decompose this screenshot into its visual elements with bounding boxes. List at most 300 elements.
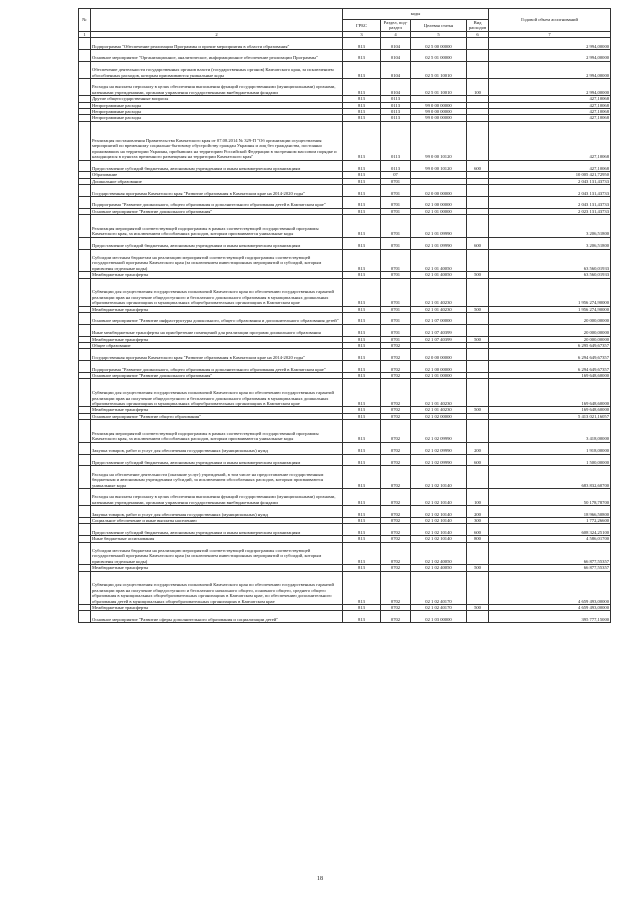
cell-rz: 0701 bbox=[381, 324, 411, 336]
cell-no bbox=[79, 313, 91, 325]
cell-name: Иные межбюджетные трансферты на приобретение помещений для реализации программ дошкольного образования bbox=[91, 324, 343, 336]
cell-grbs: 813 bbox=[343, 38, 381, 50]
cell-rz: 0701 bbox=[381, 313, 411, 325]
cell-sum: 50 178,78700 bbox=[489, 489, 611, 506]
cell-cs: 02 1 02 10140 bbox=[411, 518, 467, 524]
cell-grbs: 813 bbox=[343, 336, 381, 342]
cell-sum: 1 918,00000 bbox=[489, 442, 611, 454]
cell-name: Основное мероприятие "Развитие сферы дополнительного образования и социализации детей" bbox=[91, 611, 343, 623]
cell-cs: 02 1 02 09990 bbox=[411, 454, 467, 466]
cell-sum: 2 994,00000 bbox=[489, 79, 611, 96]
cell-grbs: 813 bbox=[343, 313, 381, 325]
cell-cs: 02 1 02 10140 bbox=[411, 489, 467, 506]
cell-name: Расходы на выплаты персоналу в целях обеспечения выполнения функций государственными (муниципальными) органами, казенными учреждениями, органами управления государственными внебюджетными фондами bbox=[91, 489, 343, 506]
cell-name: Непрограммные расходы bbox=[91, 115, 343, 121]
cell-grbs: 813 bbox=[343, 536, 381, 542]
header-target: Целевая статья bbox=[411, 20, 467, 32]
cell-vr bbox=[467, 466, 489, 489]
cell-cs: 02 1 01 09990 bbox=[411, 215, 467, 238]
cell-no bbox=[79, 61, 91, 78]
header-total: Годовой объем ассигнований bbox=[489, 9, 611, 32]
table-row bbox=[79, 379, 611, 407]
cell-sum: 4 659 493,00000 bbox=[489, 571, 611, 604]
cell-no bbox=[79, 361, 91, 373]
cell-grbs: 813 bbox=[343, 237, 381, 249]
cell-no bbox=[79, 420, 91, 443]
cell-rz: 0113 bbox=[381, 102, 411, 108]
cell-no bbox=[79, 278, 91, 306]
cell-grbs: 813 bbox=[343, 489, 381, 506]
table-row bbox=[79, 611, 611, 623]
cell-grbs: 813 bbox=[343, 524, 381, 536]
cell-grbs: 813 bbox=[343, 109, 381, 115]
cell-cs: 02 1 01 40230 bbox=[411, 278, 467, 306]
cell-name: Предоставление субсидий бюджетным, автономным учреждениям и иным некоммерческим организациям bbox=[91, 237, 343, 249]
cell-rz: 0702 bbox=[381, 489, 411, 506]
cell-no bbox=[79, 611, 91, 623]
cell-rz: 0701 bbox=[381, 178, 411, 184]
table-row bbox=[79, 215, 611, 238]
cell-name: Дошкольное образование bbox=[91, 178, 343, 184]
cell-cs: 02 1 01 40230 bbox=[411, 379, 467, 407]
cell-sum: 1 772,26600 bbox=[489, 518, 611, 524]
cell-name: Предоставление субсидий бюджетным, автономным учреждениям и иным некоммерческим организациям bbox=[91, 160, 343, 172]
cell-cs: 02 1 07 40399 bbox=[411, 336, 467, 342]
cell-no bbox=[79, 197, 91, 209]
cell-vr bbox=[467, 361, 489, 373]
cell-vr: 300 bbox=[467, 518, 489, 524]
cell-name: Межбюджетные трансферты bbox=[91, 272, 343, 278]
cell-sum: 66 877,55357 bbox=[489, 565, 611, 571]
cell-rz: 0701 bbox=[381, 278, 411, 306]
table-row bbox=[79, 38, 611, 50]
cell-sum: 2 994,00000 bbox=[489, 61, 611, 78]
cell-sum: 683 832,60700 bbox=[489, 466, 611, 489]
cell-cs: 02 1 07 00000 bbox=[411, 313, 467, 325]
cell-rz: 0702 bbox=[381, 605, 411, 611]
cell-name: Субсидии местным бюджетам на реализацию мероприятий соответствующей подпрограммы соответствующей государственной программы Камчатского края (за исключением инвестиционных мероприятий и субсидий, которым присвоены отдельные коды) bbox=[91, 249, 343, 272]
cell-cs: 02 1 02 10140 bbox=[411, 536, 467, 542]
cell-sum: 66 877,55357 bbox=[489, 542, 611, 565]
cell-grbs: 813 bbox=[343, 442, 381, 454]
table-row bbox=[79, 349, 611, 361]
cell-no bbox=[79, 454, 91, 466]
cell-grbs: 813 bbox=[343, 96, 381, 102]
table-row bbox=[79, 466, 611, 489]
cell-sum: 427,10068 bbox=[489, 109, 611, 115]
cell-no bbox=[79, 121, 91, 160]
cell-sum: 5 413 021,16057 bbox=[489, 413, 611, 419]
cell-name: Общее образование bbox=[91, 343, 343, 349]
table-row bbox=[79, 79, 611, 96]
cell-grbs: 813 bbox=[343, 115, 381, 121]
cell-sum: 2 023 131,43733 bbox=[489, 208, 611, 214]
cell-rz: 0702 bbox=[381, 442, 411, 454]
cell-name: Государственная программа Камчатского края "Развитие образования в Камчатском крае на 2014-2020 годы" bbox=[91, 185, 343, 197]
cell-grbs: 813 bbox=[343, 324, 381, 336]
cell-sum: 20 000,00000 bbox=[489, 313, 611, 325]
cell-cs: 02 1 00 00000 bbox=[411, 197, 467, 209]
cell-no bbox=[79, 185, 91, 197]
cell-sum: 20 000,00000 bbox=[489, 336, 611, 342]
cell-cs: 02 1 02 40050 bbox=[411, 565, 467, 571]
cell-sum: 427,10068 bbox=[489, 115, 611, 121]
cell-grbs: 813 bbox=[343, 407, 381, 413]
cell-rz: 0702 bbox=[381, 524, 411, 536]
cell-cs: 02 1 01 00000 bbox=[411, 373, 467, 379]
cell-no bbox=[79, 50, 91, 62]
cell-cs: 02 1 02 40170 bbox=[411, 571, 467, 604]
cell-no bbox=[79, 215, 91, 238]
cell-name: Закупка товаров, работ и услуг для обеспечения государственных (муниципальных) нужд bbox=[91, 506, 343, 518]
cell-sum: 2 994,00000 bbox=[489, 50, 611, 62]
cell-cs: 02 5 01 10010 bbox=[411, 79, 467, 96]
cell-vr bbox=[467, 50, 489, 62]
cell-rz: 0113 bbox=[381, 121, 411, 160]
cell-rz: 0702 bbox=[381, 571, 411, 604]
cell-sum: 18 966,50800 bbox=[489, 506, 611, 518]
cell-rz: 0113 bbox=[381, 160, 411, 172]
cell-no bbox=[79, 160, 91, 172]
table-row bbox=[79, 50, 611, 62]
cell-cs: 99 0 00 00000 bbox=[411, 115, 467, 121]
cell-grbs: 813 bbox=[343, 178, 381, 184]
table-row bbox=[79, 420, 611, 443]
cell-name: Субвенции для осуществления государственных полномочий Камчатского края по обеспечению государственных гарантий реализации прав на получение общедоступного и бесплатного дошкольного образования в муниципальных дошкольных образовательных организациях и муниципальных общеобразовательных организациях в Камчатском крае bbox=[91, 379, 343, 407]
cell-vr: 800 bbox=[467, 536, 489, 542]
cell-no bbox=[79, 249, 91, 272]
header-grbs: ГРБС bbox=[343, 20, 381, 32]
cell-rz: 0702 bbox=[381, 565, 411, 571]
cell-rz: 0701 bbox=[381, 336, 411, 342]
cell-sum: 6 294 649,67357 bbox=[489, 361, 611, 373]
header-name bbox=[91, 9, 343, 32]
header-no: № bbox=[79, 9, 91, 32]
cell-no bbox=[79, 489, 91, 506]
table-row bbox=[79, 249, 611, 272]
cell-sum: 427,10068 bbox=[489, 160, 611, 172]
cell-name: Подпрограмма "Обеспечение реализации Программы и прочие мероприятия в области образования" bbox=[91, 38, 343, 50]
cell-grbs: 813 bbox=[343, 185, 381, 197]
cell-name: Межбюджетные трансферты bbox=[91, 605, 343, 611]
cell-rz: 0104 bbox=[381, 79, 411, 96]
cell-rz: 0702 bbox=[381, 506, 411, 518]
cell-cs: 99 0 00 10120 bbox=[411, 160, 467, 172]
cell-grbs: 813 bbox=[343, 249, 381, 272]
cell-no bbox=[79, 442, 91, 454]
cell-name: Субвенции для осуществления государственных полномочий Камчатского края по обеспечению государственных гарантий реализации прав на получение общедоступного и бесплатного начального общего, основного общего, среднего общего образования в муниципальных общеобразовательных организациях в Камчатском крае, по обеспечению дополнительного образования детей в муниципальных общеобразовательных организациях в Камчатском крае bbox=[91, 571, 343, 604]
col-num-3: 3 bbox=[343, 31, 381, 37]
cell-grbs: 813 bbox=[343, 379, 381, 407]
cell-vr bbox=[467, 571, 489, 604]
table-row bbox=[79, 542, 611, 565]
cell-vr: 200 bbox=[467, 506, 489, 518]
cell-cs: 02 1 02 00000 bbox=[411, 413, 467, 419]
cell-vr: 600 bbox=[467, 524, 489, 536]
cell-vr bbox=[467, 61, 489, 78]
table-row bbox=[79, 185, 611, 197]
cell-grbs: 813 bbox=[343, 278, 381, 306]
cell-vr bbox=[467, 215, 489, 238]
table-row bbox=[79, 160, 611, 172]
cell-vr: 100 bbox=[467, 79, 489, 96]
col-num-1: 1 bbox=[79, 31, 91, 37]
col-num-6: 6 bbox=[467, 31, 489, 37]
cell-rz: 0104 bbox=[381, 50, 411, 62]
cell-cs: 02 1 02 40170 bbox=[411, 605, 467, 611]
cell-sum: 20 000,00000 bbox=[489, 324, 611, 336]
cell-name: Межбюджетные трансферты bbox=[91, 407, 343, 413]
cell-cs: 02 0 00 00000 bbox=[411, 185, 467, 197]
cell-sum: 3 206,51800 bbox=[489, 237, 611, 249]
cell-vr bbox=[467, 185, 489, 197]
cell-sum: 1 956 274,90000 bbox=[489, 278, 611, 306]
cell-name: Образование bbox=[91, 172, 343, 178]
cell-rz: 0701 bbox=[381, 185, 411, 197]
cell-name: Обеспечение деятельности государственных органов власти (государственных органов) Камчатского края, за исключением обособленных расходов, которым присваиваются уникальные коды bbox=[91, 61, 343, 78]
cell-grbs: 813 bbox=[343, 349, 381, 361]
cell-sum: 427,10068 bbox=[489, 121, 611, 160]
cell-vr bbox=[467, 197, 489, 209]
table-row bbox=[79, 197, 611, 209]
cell-rz: 07 bbox=[381, 172, 411, 178]
cell-cs: 02 5 01 00000 bbox=[411, 50, 467, 62]
table-body bbox=[79, 38, 611, 623]
cell-rz: 0702 bbox=[381, 611, 411, 623]
cell-vr: 500 bbox=[467, 306, 489, 312]
cell-rz: 0104 bbox=[381, 38, 411, 50]
cell-grbs: 813 bbox=[343, 208, 381, 214]
cell-cs: 02 0 00 00000 bbox=[411, 349, 467, 361]
cell-sum: 2 994,00000 bbox=[489, 38, 611, 50]
cell-no bbox=[79, 379, 91, 407]
cell-name: Основное мероприятие "Развитие дошкольного образования" bbox=[91, 373, 343, 379]
cell-rz: 0702 bbox=[381, 420, 411, 443]
cell-name: Закупка товаров, работ и услуг для обеспечения государственных (муниципальных) нужд bbox=[91, 442, 343, 454]
cell-sum: 427,10068 bbox=[489, 102, 611, 108]
cell-cs: 02 1 01 40230 bbox=[411, 407, 467, 413]
cell-name: Субсидии местным бюджетам на реализацию мероприятий соответствующей подпрограммы соответствующей государственной программы Камчатского края (за исключением инвестиционных мероприятий и субсидий, которым присвоены отдельные коды) bbox=[91, 542, 343, 565]
cell-rz: 0702 bbox=[381, 361, 411, 373]
page-number: 18 bbox=[317, 876, 323, 882]
cell-cs: 02 1 02 40050 bbox=[411, 542, 467, 565]
cell-name: Межбюджетные трансферты bbox=[91, 565, 343, 571]
cell-rz: 0701 bbox=[381, 215, 411, 238]
cell-vr: 500 bbox=[467, 565, 489, 571]
cell-sum: 169 648,60000 bbox=[489, 407, 611, 413]
cell-grbs: 813 bbox=[343, 272, 381, 278]
cell-vr bbox=[467, 278, 489, 306]
cell-cs: 02 1 02 10140 bbox=[411, 466, 467, 489]
col-num-2: 2 bbox=[91, 31, 343, 37]
col-num-7: 7 bbox=[489, 31, 611, 37]
cell-rz: 0702 bbox=[381, 466, 411, 489]
cell-vr bbox=[467, 542, 489, 565]
cell-vr: 500 bbox=[467, 407, 489, 413]
cell-rz: 0701 bbox=[381, 208, 411, 214]
cell-no bbox=[79, 79, 91, 96]
cell-name: Субвенции для осуществления государственных полномочий Камчатского края по обеспечению государственных гарантий реализации прав на получение общедоступного и бесплатного дошкольного образования в муниципальных дошкольных образовательных организациях и муниципальных общеобразовательных организациях в Камчатском крае bbox=[91, 278, 343, 306]
cell-grbs: 813 bbox=[343, 50, 381, 62]
cell-vr: 100 bbox=[467, 489, 489, 506]
cell-name: Расходы на выплаты персоналу в целях обеспечения выполнения функций государственными (муниципальными) органами, казенными учреждениями, органами управления государственными внебюджетными фондами bbox=[91, 79, 343, 96]
cell-sum: 3 418,00000 bbox=[489, 420, 611, 443]
cell-cs: 02 1 01 40050 bbox=[411, 249, 467, 272]
cell-no bbox=[79, 542, 91, 565]
cell-grbs: 813 bbox=[343, 518, 381, 524]
cell-grbs: 813 bbox=[343, 102, 381, 108]
cell-grbs: 813 bbox=[343, 466, 381, 489]
cell-vr bbox=[467, 420, 489, 443]
cell-cs: 02 1 01 40230 bbox=[411, 306, 467, 312]
cell-name: Подпрограмма "Развитие дошкольного, общего образования и дополнительного образования детей в Камчатском крае" bbox=[91, 361, 343, 373]
table-row bbox=[79, 442, 611, 454]
cell-vr: 600 bbox=[467, 237, 489, 249]
cell-grbs: 813 bbox=[343, 571, 381, 604]
cell-rz: 0113 bbox=[381, 115, 411, 121]
cell-rz: 0104 bbox=[381, 61, 411, 78]
table-row bbox=[79, 361, 611, 373]
cell-cs: 02 1 02 10140 bbox=[411, 506, 467, 518]
cell-cs: 99 0 00 10120 bbox=[411, 121, 467, 160]
cell-vr bbox=[467, 121, 489, 160]
cell-name: Основное мероприятие "Развитие дошкольного образования" bbox=[91, 208, 343, 214]
cell-cs: 02 1 02 09990 bbox=[411, 420, 467, 443]
cell-sum: 6 294 649,67357 bbox=[489, 349, 611, 361]
cell-sum: 10 005 421,72950 bbox=[489, 172, 611, 178]
cell-name: Реализация мероприятий соответствующей подпрограммы в рамках соответствующей государственной программы Камчатского края, за исключением обособленных расходов, которым присваиваются уникальные коды bbox=[91, 420, 343, 443]
cell-vr bbox=[467, 249, 489, 272]
cell-rz: 0701 bbox=[381, 272, 411, 278]
cell-sum: 2 043 131,43733 bbox=[489, 178, 611, 184]
cell-name: Межбюджетные трансферты bbox=[91, 336, 343, 342]
cell-grbs: 813 bbox=[343, 343, 381, 349]
cell-vr: 500 bbox=[467, 605, 489, 611]
cell-grbs: 813 bbox=[343, 565, 381, 571]
table-row bbox=[79, 571, 611, 604]
cell-vr: 600 bbox=[467, 454, 489, 466]
cell-cs: 02 1 01 09990 bbox=[411, 237, 467, 249]
cell-no bbox=[79, 349, 91, 361]
cell-sum: 63 560,01933 bbox=[489, 249, 611, 272]
table-row bbox=[79, 506, 611, 518]
cell-no bbox=[79, 506, 91, 518]
cell-vr: 600 bbox=[467, 160, 489, 172]
cell-sum: 427,10068 bbox=[489, 96, 611, 102]
table-row bbox=[79, 61, 611, 78]
col-num-4: 4 bbox=[381, 31, 411, 37]
cell-no bbox=[79, 324, 91, 336]
header-codes: коды bbox=[343, 9, 489, 20]
cell-name: Основное мероприятие "Организационное, аналитическое, информационное обеспечение реализации Программы" bbox=[91, 50, 343, 62]
cell-rz: 0701 bbox=[381, 197, 411, 209]
cell-vr: 500 bbox=[467, 272, 489, 278]
cell-name: Социальное обеспечение и иные выплаты населению bbox=[91, 518, 343, 524]
table-row bbox=[79, 454, 611, 466]
cell-vr bbox=[467, 324, 489, 336]
cell-grbs: 813 bbox=[343, 611, 381, 623]
cell-grbs: 813 bbox=[343, 215, 381, 238]
table-row bbox=[79, 313, 611, 325]
cell-sum: 2 043 131,43733 bbox=[489, 185, 611, 197]
cell-sum: 1 500,00000 bbox=[489, 454, 611, 466]
cell-vr bbox=[467, 349, 489, 361]
cell-grbs: 813 bbox=[343, 605, 381, 611]
cell-name: Межбюджетные трансферты bbox=[91, 306, 343, 312]
cell-name: Реализация мероприятий соответствующей подпрограммы в рамках соответствующей государственной программы Камчатского края, за исключением обособленных расходов, которым присваиваются уникальные коды bbox=[91, 215, 343, 238]
cell-rz: 0702 bbox=[381, 343, 411, 349]
cell-grbs: 813 bbox=[343, 506, 381, 518]
cell-cs: 99 0 00 00000 bbox=[411, 102, 467, 108]
cell-cs: 02 1 01 40050 bbox=[411, 272, 467, 278]
cell-vr: 200 bbox=[467, 442, 489, 454]
cell-name: Основное мероприятие "Развитие инфраструктуры дошкольного, общего образования и дополнительного образования детей" bbox=[91, 313, 343, 325]
cell-no bbox=[79, 237, 91, 249]
cell-sum: 608 324,25100 bbox=[489, 524, 611, 536]
cell-name: Предоставление субсидий бюджетным, автономным учреждениям и иным некоммерческим организациям bbox=[91, 524, 343, 536]
cell-rz: 0702 bbox=[381, 373, 411, 379]
cell-rz: 0113 bbox=[381, 96, 411, 102]
cell-grbs: 813 bbox=[343, 413, 381, 419]
cell-name: Реализация постановления Правительства Камчатского края от 07.08.2014 № 329-П "Об организации осуществления мероприятий по временному социально-бытовому обустройству граждан Украины и лиц без гражданства, постоянно проживавших на территории Украины, прибывших на территорию Российской Федерации в экстренном массовом порядке и находящихся в пунктах временного размещения на территории Камчатского края" bbox=[91, 121, 343, 160]
cell-rz: 0702 bbox=[381, 454, 411, 466]
cell-grbs: 813 bbox=[343, 197, 381, 209]
cell-grbs: 813 bbox=[343, 420, 381, 443]
cell-name: Подпрограмма "Развитие дошкольного, общего образования и дополнительного образования детей в Камчатском крае" bbox=[91, 197, 343, 209]
cell-name: Предоставление субсидий бюджетным, автономным учреждениям и иным некоммерческим организациям bbox=[91, 454, 343, 466]
cell-rz: 0702 bbox=[381, 518, 411, 524]
cell-sum: 3 206,51800 bbox=[489, 215, 611, 238]
cell-grbs: 813 bbox=[343, 61, 381, 78]
cell-grbs: 813 bbox=[343, 542, 381, 565]
cell-vr bbox=[467, 313, 489, 325]
cell-vr bbox=[467, 611, 489, 623]
cell-cs: 02 1 03 00000 bbox=[411, 611, 467, 623]
cell-sum: 63 560,01933 bbox=[489, 272, 611, 278]
cell-name: Непрограммные расходы bbox=[91, 109, 343, 115]
table-row bbox=[79, 278, 611, 306]
cell-no bbox=[79, 571, 91, 604]
cell-cs: 02 5 01 10010 bbox=[411, 61, 467, 78]
cell-sum: 395 777,15000 bbox=[489, 611, 611, 623]
table-row bbox=[79, 237, 611, 249]
cell-rz: 0701 bbox=[381, 237, 411, 249]
cell-name: Непрограммные расходы bbox=[91, 102, 343, 108]
cell-vr: 500 bbox=[467, 336, 489, 342]
header-razdel: Раздел, под-раздел bbox=[381, 20, 411, 32]
cell-cs: 02 1 02 09990 bbox=[411, 442, 467, 454]
cell-rz: 0702 bbox=[381, 413, 411, 419]
cell-rz: 0701 bbox=[381, 306, 411, 312]
cell-rz: 0702 bbox=[381, 349, 411, 361]
cell-sum: 169 648,60000 bbox=[489, 379, 611, 407]
cell-grbs: 813 bbox=[343, 121, 381, 160]
cell-rz: 0702 bbox=[381, 379, 411, 407]
cell-sum: 4 586,01700 bbox=[489, 536, 611, 542]
cell-no bbox=[79, 466, 91, 489]
cell-vr bbox=[467, 38, 489, 50]
cell-cs: 02 1 07 40399 bbox=[411, 324, 467, 336]
cell-cs: 02 1 00 00000 bbox=[411, 361, 467, 373]
cell-sum: 1 956 274,90000 bbox=[489, 306, 611, 312]
header-vid: Вид расходов bbox=[467, 20, 489, 32]
cell-grbs: 813 bbox=[343, 454, 381, 466]
cell-grbs: 813 bbox=[343, 160, 381, 172]
budget-table bbox=[78, 8, 611, 623]
cell-name: Другие общегосударственные вопросы bbox=[91, 96, 343, 102]
table-row bbox=[79, 489, 611, 506]
cell-cs: 99 0 00 00000 bbox=[411, 109, 467, 115]
